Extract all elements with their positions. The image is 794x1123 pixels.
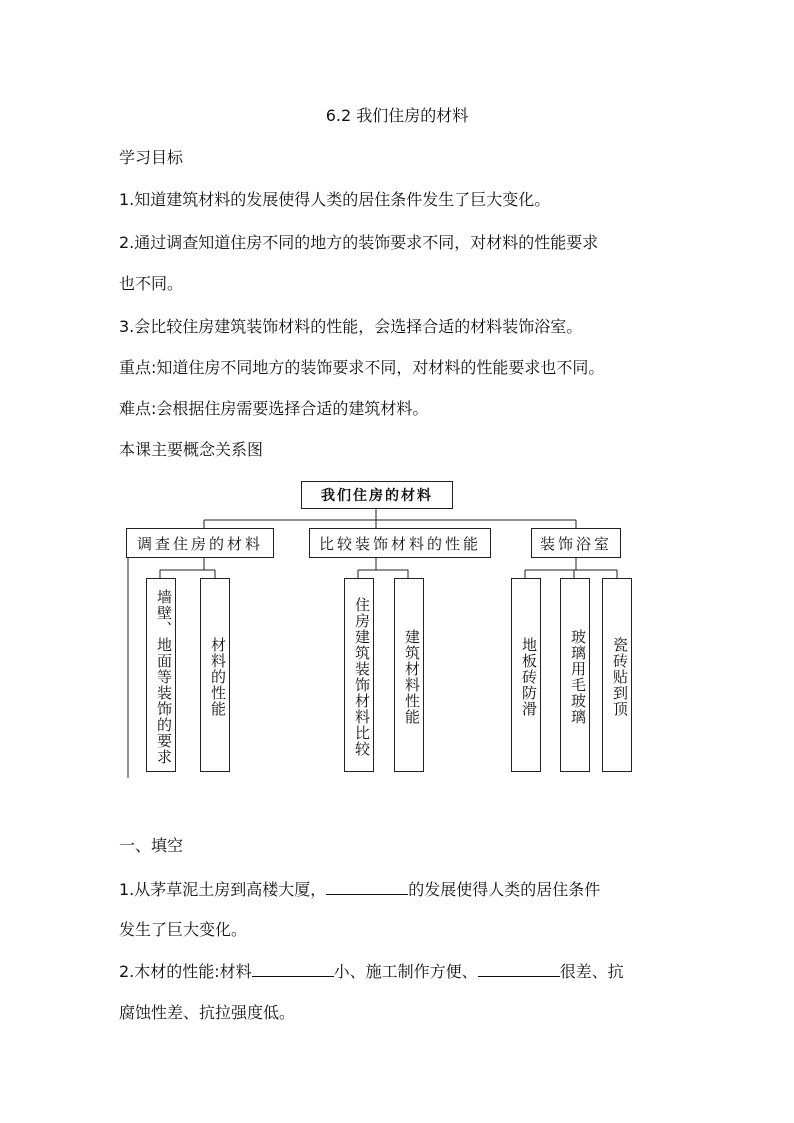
question-2-text-a: 2.木材的性能:材料 bbox=[119, 962, 252, 981]
question-1-line-2: 发生了巨大变化。 bbox=[119, 920, 248, 939]
concept-leaf-material-comparison: 住房建筑装饰材料比较 bbox=[344, 578, 374, 772]
concept-node-decorate-bathroom: 装饰浴室 bbox=[531, 528, 621, 558]
concept-root-node: 我们住房的材料 bbox=[301, 481, 453, 509]
key-point: 重点:知道住房不同地方的装饰要求不同，对材料的性能要求也不同。 bbox=[119, 358, 605, 377]
answer-blank[interactable] bbox=[252, 959, 334, 977]
question-2-text-b: 小、施工制作方便、 bbox=[333, 962, 478, 981]
question-1-line-1 bbox=[119, 877, 679, 902]
difficult-point: 难点:会根据住房需要选择合适的建筑材料。 bbox=[119, 399, 429, 418]
concept-leaf-frosted-glass: 玻璃用毛玻璃 bbox=[560, 578, 590, 772]
answer-blank[interactable] bbox=[478, 959, 560, 977]
concept-leaf-material-performance: 材料的性能 bbox=[200, 578, 230, 772]
objective-1: 1.知道建筑材料的发展使得人类的居住条件发生了巨大变化。 bbox=[119, 190, 551, 209]
question-2-text-c: 很差、抗 bbox=[559, 962, 624, 981]
page-title: 6.2 我们住房的材料 bbox=[325, 106, 469, 125]
concept-map bbox=[118, 478, 678, 778]
concept-node-compare-performance: 比较装饰材料的性能 bbox=[309, 528, 491, 558]
question-2-line-1 bbox=[119, 959, 679, 984]
concept-map-heading: 本课主要概念关系图 bbox=[119, 440, 264, 459]
objective-2-line-1: 2.通过调查知道住房不同的地方的装饰要求不同，对材料的性能要求 bbox=[119, 233, 599, 252]
answer-blank[interactable] bbox=[326, 877, 408, 895]
objectives-heading: 学习目标 bbox=[119, 148, 184, 167]
question-1-text-b: 的发展使得人类的居住条件 bbox=[408, 880, 601, 899]
question-1-text-a: 1.从茅草泥土房到高楼大厦， bbox=[119, 880, 327, 899]
concept-leaf-anti-slip-tiles: 地板砖防滑 bbox=[511, 578, 541, 772]
section-heading: 一、填空 bbox=[119, 836, 184, 855]
question-2-line-2: 腐蚀性差、抗拉强度低。 bbox=[119, 1003, 296, 1022]
concept-leaf-building-material-performance: 建筑材料性能 bbox=[394, 578, 424, 772]
concept-leaf-decoration-requirements: 墙壁、地面等装饰的要求 bbox=[146, 578, 176, 772]
concept-node-survey-materials: 调查住房的材料 bbox=[126, 528, 274, 558]
concept-leaf-full-height-tiles: 瓷砖贴到顶 bbox=[602, 578, 632, 772]
objective-2-line-2: 也不同。 bbox=[119, 274, 184, 293]
objective-3: 3.会比较住房建筑装饰材料的性能，会选择合适的材料装饰浴室。 bbox=[119, 317, 583, 336]
